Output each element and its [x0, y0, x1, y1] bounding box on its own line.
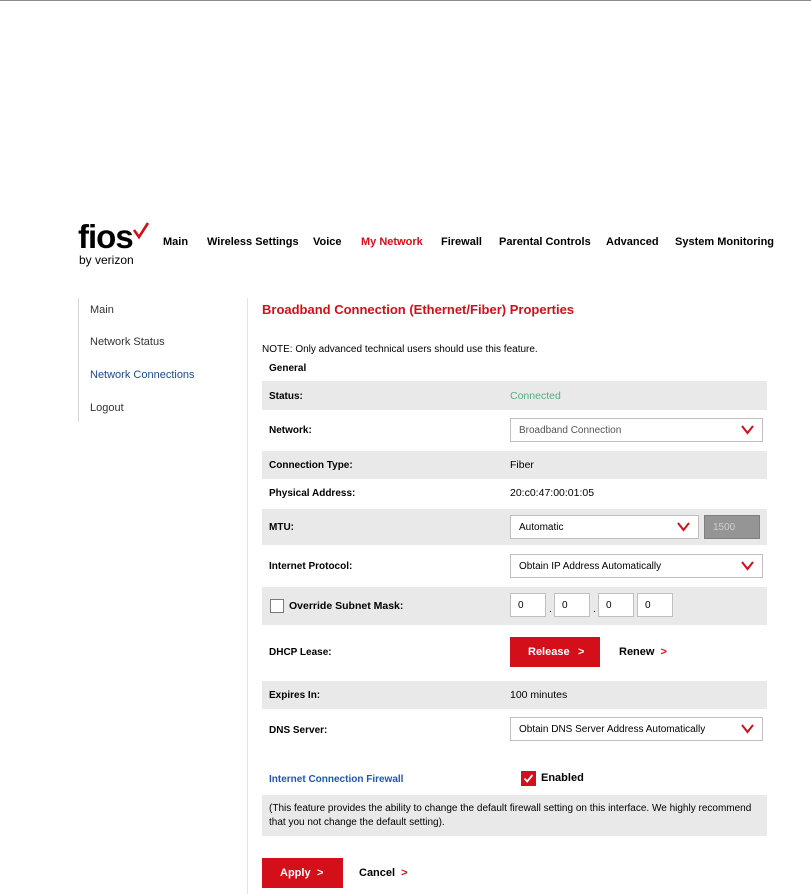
verizon-check-icon — [132, 222, 150, 240]
renew-button-label: Renew — [619, 646, 655, 658]
subnet-octet-4[interactable] — [637, 593, 673, 617]
network-row — [262, 413, 767, 447]
logo-wordmark: fios — [78, 218, 133, 255]
expires-row — [262, 681, 767, 709]
subnet-octet-3[interactable] — [598, 593, 634, 617]
nav-voice[interactable]: Voice — [313, 236, 342, 248]
subnet-mask-row — [262, 587, 767, 625]
dhcp-lease-label: DHCP Lease: — [269, 647, 332, 658]
sidebar-item-main[interactable]: Main — [90, 304, 114, 316]
physical-address-label: Physical Address: — [269, 488, 356, 499]
chevron-down-icon — [741, 724, 754, 734]
firewall-enabled-checkbox[interactable] — [521, 771, 536, 786]
octet-separator: . — [593, 604, 596, 615]
nav-firewall[interactable]: Firewall — [441, 236, 482, 248]
subnet-octet-2[interactable] — [554, 593, 590, 617]
connection-type-value: Fiber — [510, 459, 534, 471]
top-divider — [0, 0, 811, 1]
arrow-right-icon: > — [578, 646, 585, 658]
chevron-down-icon — [677, 522, 690, 532]
checkmark-icon — [521, 771, 536, 786]
dhcp-lease-row — [262, 630, 767, 676]
internet-protocol-select[interactable] — [510, 554, 763, 578]
subnet-octet-1[interactable] — [510, 593, 546, 617]
sidebar-item-logout[interactable]: Logout — [90, 402, 124, 414]
page-title: Broadband Connection (Ethernet/Fiber) Properties — [262, 302, 575, 317]
expires-label: Expires In: — [269, 690, 321, 701]
logo-subtitle: by verizon — [79, 253, 134, 267]
internet-protocol-select-value: Obtain IP Address Automatically — [519, 561, 662, 572]
fios-logo[interactable] — [78, 220, 156, 266]
status-value: Connected — [510, 390, 561, 402]
nav-parental-controls[interactable]: Parental Controls — [499, 236, 591, 248]
nav-my-network[interactable]: My Network — [361, 236, 423, 248]
mtu-value-field — [704, 515, 760, 539]
content-divider — [247, 298, 248, 894]
dns-server-select[interactable] — [510, 717, 763, 741]
chevron-down-icon — [741, 425, 754, 435]
status-row — [262, 381, 767, 410]
network-label: Network: — [269, 425, 312, 436]
arrow-right-icon: > — [660, 646, 667, 658]
section-general-label: General — [269, 363, 307, 374]
network-select-value: Broadband Connection — [519, 425, 622, 436]
nav-wireless-settings[interactable]: Wireless Settings — [207, 236, 299, 248]
connection-type-row — [262, 451, 767, 479]
status-label: Status: — [269, 391, 303, 402]
subnet-octet-2-value: 0 — [562, 600, 568, 611]
sidebar-border — [78, 298, 79, 422]
override-subnet-label: Override Subnet Mask: — [289, 600, 404, 612]
mtu-label: MTU: — [269, 522, 294, 533]
dns-server-row — [262, 711, 767, 747]
sidebar-item-network-status[interactable]: Network Status — [90, 336, 165, 348]
physical-address-value: 20:c0:47:00:01:05 — [510, 487, 595, 499]
internet-connection-firewall-link[interactable]: Internet Connection Firewall — [269, 774, 404, 785]
apply-button[interactable] — [262, 858, 343, 888]
octet-separator: . — [549, 604, 552, 615]
firewall-enabled-label: Enabled — [541, 772, 584, 784]
override-subnet-checkbox[interactable] — [270, 599, 284, 613]
sidebar-item-network-connections[interactable]: Network Connections — [90, 369, 195, 381]
mtu-value: 1500 — [713, 522, 736, 533]
arrow-right-icon: > — [317, 867, 324, 879]
renew-button[interactable] — [619, 645, 667, 659]
mtu-select[interactable] — [510, 515, 699, 539]
cancel-button-label: Cancel — [359, 867, 396, 879]
network-select[interactable] — [510, 418, 763, 442]
internet-protocol-row — [262, 548, 767, 584]
dns-server-select-value: Obtain DNS Server Address Automatically — [519, 724, 706, 735]
subnet-octet-3-value: 0 — [606, 600, 612, 611]
subnet-octet-1-value: 0 — [518, 600, 524, 611]
apply-button-label: Apply — [280, 867, 311, 879]
advanced-users-note: NOTE: Only advanced technical users should use this feature. — [262, 344, 538, 355]
nav-advanced[interactable]: Advanced — [606, 236, 659, 248]
nav-system-monitoring[interactable]: System Monitoring — [675, 236, 775, 248]
firewall-info-box — [262, 795, 767, 836]
expires-value: 100 minutes — [510, 689, 568, 701]
chevron-down-icon — [741, 561, 754, 571]
nav-main[interactable]: Main — [163, 236, 189, 248]
connection-type-label: Connection Type: — [269, 460, 353, 471]
release-button[interactable] — [510, 637, 600, 667]
release-button-label: Release — [528, 646, 570, 658]
arrow-right-icon: > — [401, 867, 408, 879]
physical-address-row — [262, 481, 767, 509]
subnet-octet-4-value: 0 — [645, 600, 651, 611]
cancel-button[interactable] — [359, 866, 408, 880]
mtu-select-value: Automatic — [519, 522, 564, 533]
dns-server-label: DNS Server: — [269, 725, 328, 736]
mtu-row — [262, 509, 767, 545]
internet-protocol-label: Internet Protocol: — [269, 561, 353, 572]
firewall-info-text: (This feature provides the ability to change the default firewall setting on this interface. We highly recommend that you not change the default setting). — [269, 803, 752, 828]
